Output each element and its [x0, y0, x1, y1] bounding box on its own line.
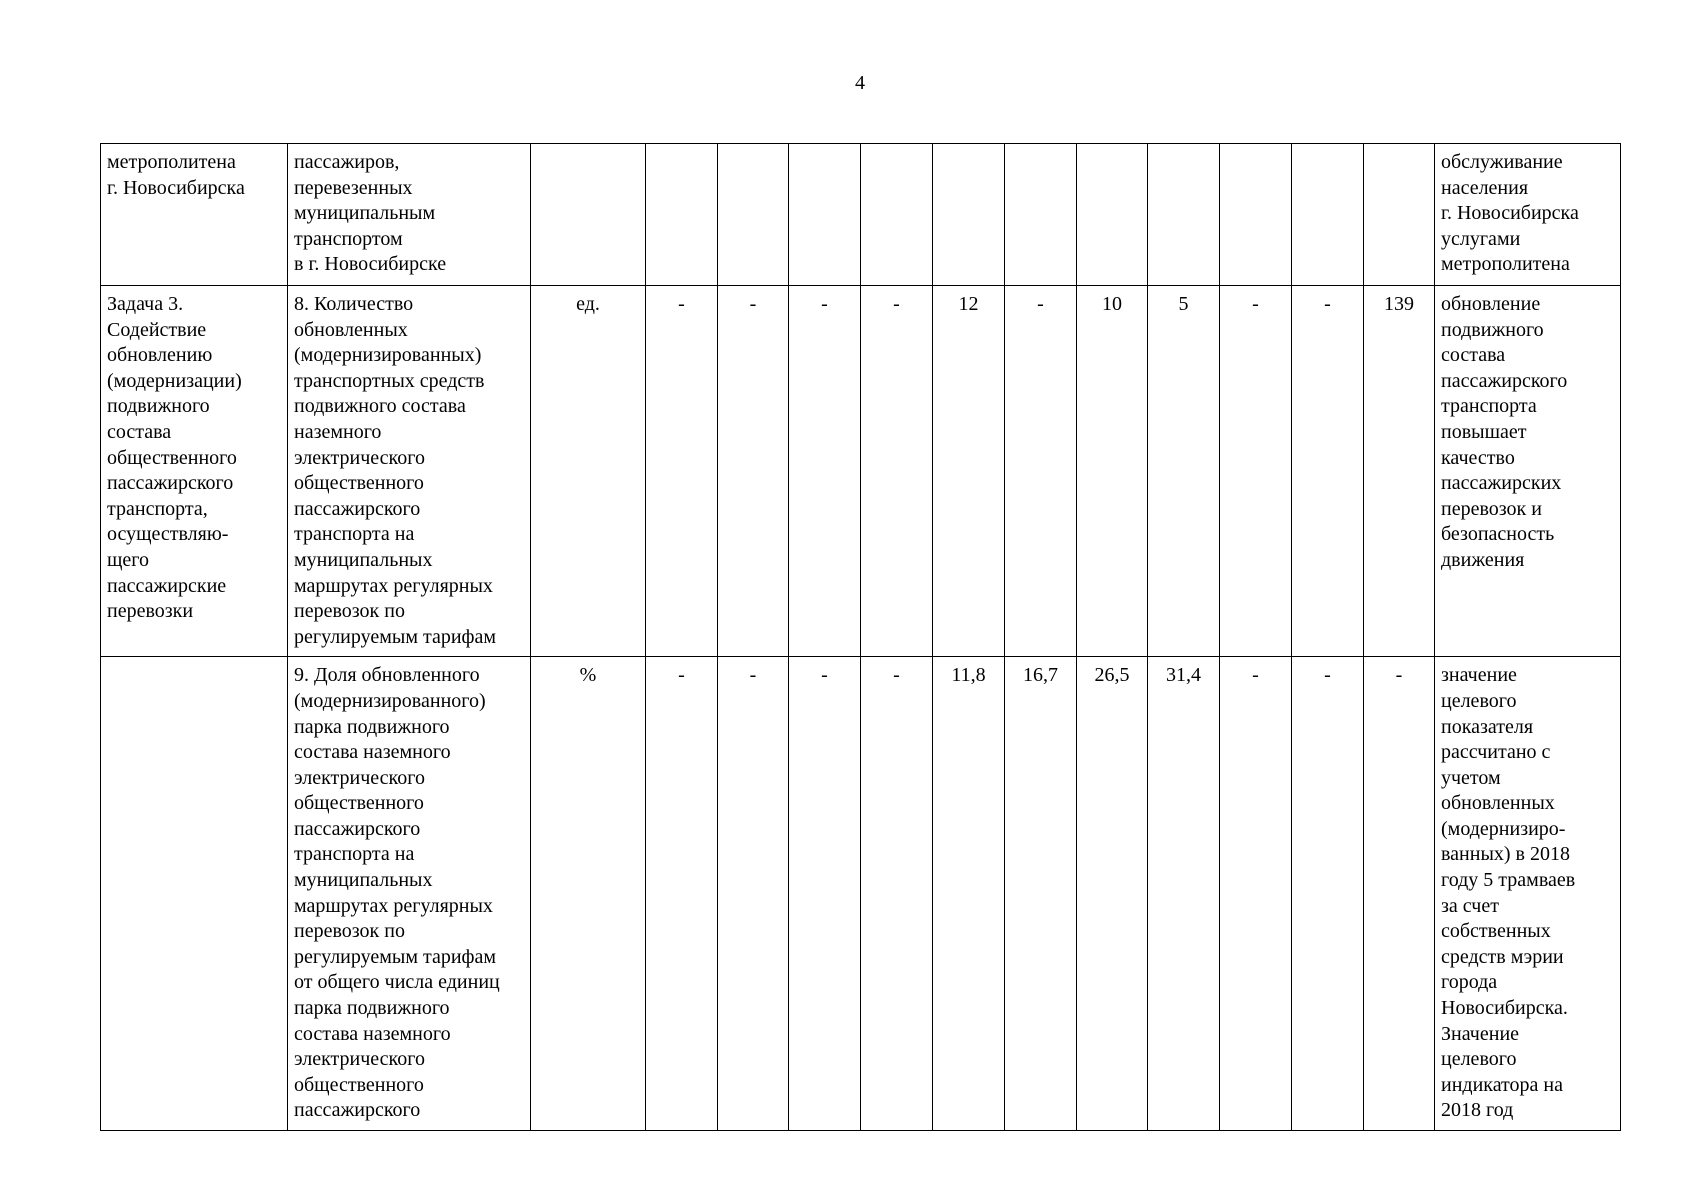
value-cell: 16,7 [1005, 657, 1077, 1131]
value-cell: - [1220, 657, 1292, 1131]
value-cell: - [1364, 657, 1435, 1131]
note-cell: обслуживание населения г. Новосибирска услугами метрополитена [1435, 144, 1621, 286]
value-cell: - [718, 286, 789, 657]
unit-cell: ед. [531, 286, 646, 657]
table-row [101, 286, 1621, 657]
value-cell [1220, 144, 1292, 286]
table-row [101, 657, 1621, 1131]
value-cell [1292, 144, 1364, 286]
value-cell [933, 144, 1005, 286]
value-cell: - [861, 286, 933, 657]
value-cell: - [1292, 286, 1364, 657]
value-cell [1077, 144, 1148, 286]
value-cell [718, 144, 789, 286]
unit-cell: % [531, 657, 646, 1131]
value-cell: 12 [933, 286, 1005, 657]
note-cell: обновление подвижного состава пассажирского транспорта повышает качество пассажирских перевозок и безопасность движения [1435, 286, 1621, 657]
value-cell [1148, 144, 1220, 286]
value-cell [1364, 144, 1435, 286]
value-cell: - [1220, 286, 1292, 657]
table-row [101, 144, 1621, 286]
value-cell: - [861, 657, 933, 1131]
indicator-cell: пассажиров, перевезенных муниципальным транспортом в г. Новосибирске [288, 144, 531, 286]
value-cell: 10 [1077, 286, 1148, 657]
value-cell: - [646, 657, 718, 1131]
note-cell: значение целевого показателя рассчитано с учетом обновленных (модернизиро- ванных) в 2018 году 5 трамваев за счет собственных средств мэрии города Новосибирска. Значение целевого индикатора на 2018 год [1435, 657, 1621, 1131]
value-cell: - [718, 657, 789, 1131]
value-cell: - [1005, 286, 1077, 657]
value-cell: - [646, 286, 718, 657]
task-cell: Задача 3. Содействие обновлению (модернизации) подвижного состава общественного пассажирского транспорта, осуществляю- щего пассажирские перевозки [101, 286, 288, 657]
task-cell: метрополитена г. Новосибирска [101, 144, 288, 286]
indicator-cell: 8. Количество обновленных (модернизированных) транспортных средств подвижного состава наземного электрического общественного пассажирского транспорта на муниципальных маршрутах регулярных перевозок по регулируемым тарифам [288, 286, 531, 657]
value-cell: - [789, 657, 861, 1131]
value-cell: 31,4 [1148, 657, 1220, 1131]
value-cell: 5 [1148, 286, 1220, 657]
task-cell [101, 657, 288, 1131]
value-cell: 26,5 [1077, 657, 1148, 1131]
value-cell: 11,8 [933, 657, 1005, 1131]
value-cell [861, 144, 933, 286]
page-number: 4 [855, 72, 865, 94]
value-cell: - [789, 286, 861, 657]
value-cell [646, 144, 718, 286]
unit-cell [531, 144, 646, 286]
indicator-cell: 9. Доля обновленного (модернизированного) парка подвижного состава наземного электрического общественного пассажирского транспорта на муниципальных маршрутах регулярных перевозок по регулируемым тарифам от общего числа единиц парка подвижного состава наземного электрического общественного пассажирского [288, 657, 531, 1131]
value-cell: 139 [1364, 286, 1435, 657]
value-cell [1005, 144, 1077, 286]
indicators-table [100, 143, 1621, 1131]
value-cell [789, 144, 861, 286]
value-cell: - [1292, 657, 1364, 1131]
